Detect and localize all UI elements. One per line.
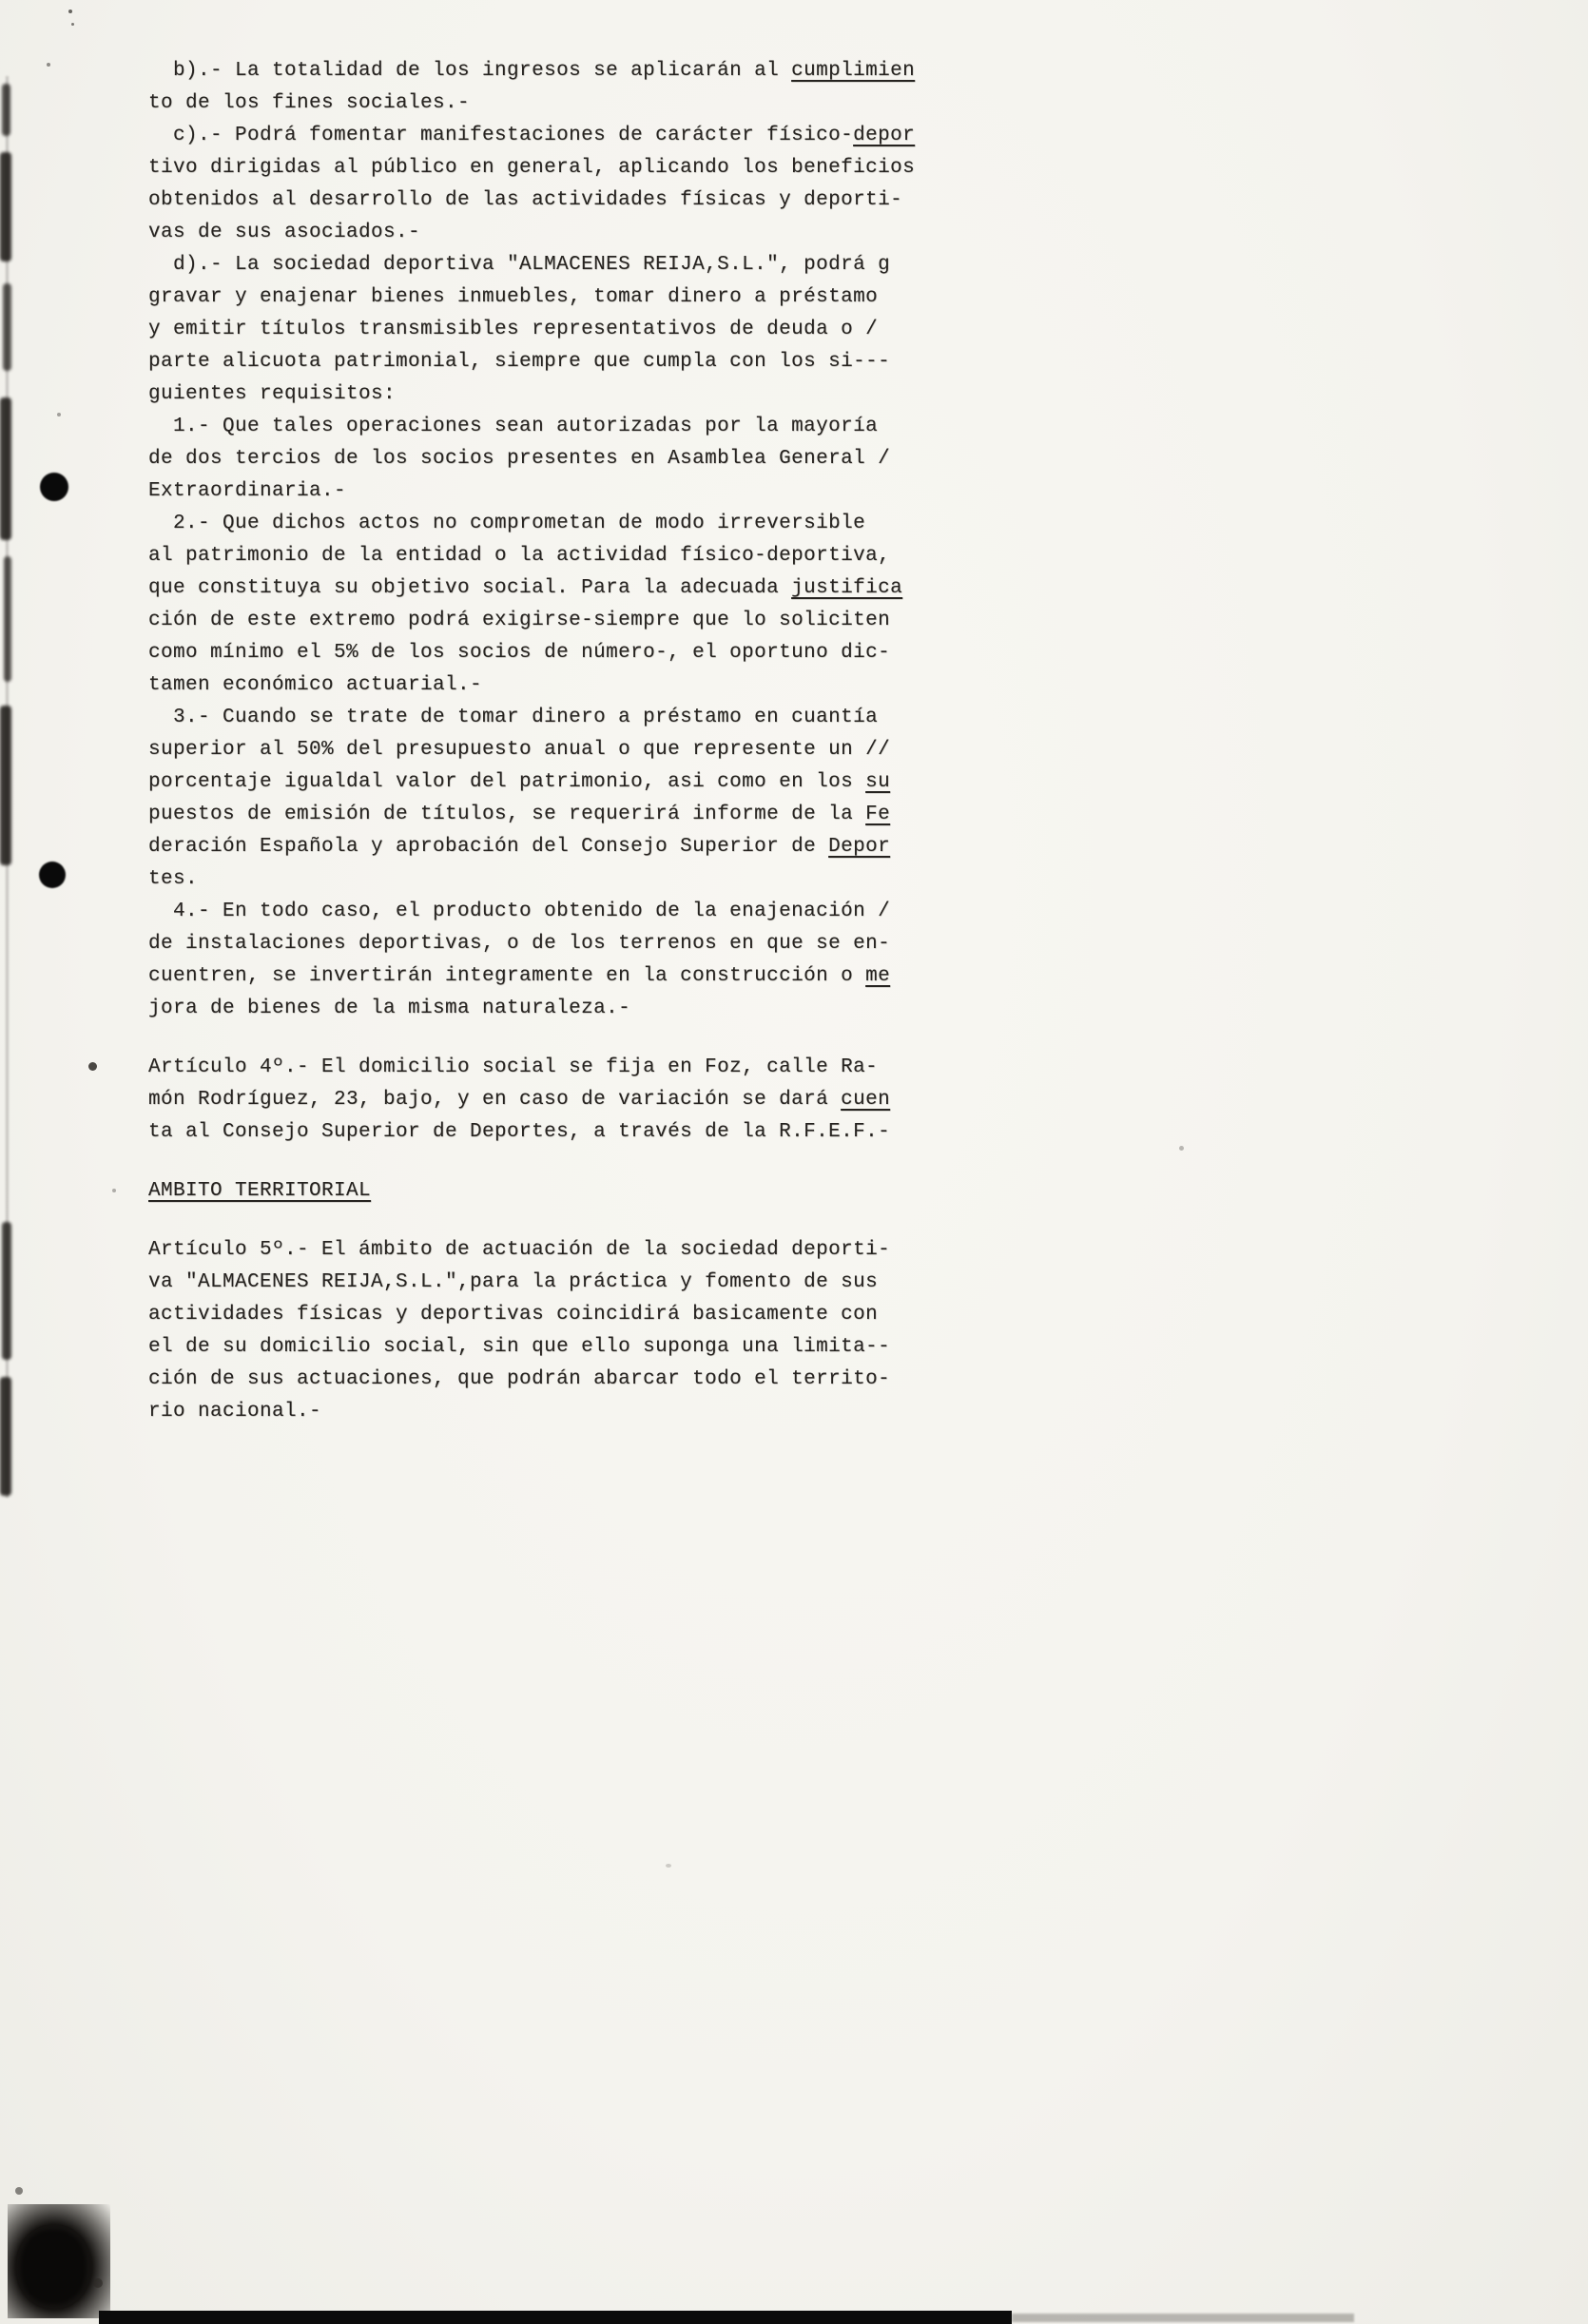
text-line xyxy=(148,249,915,281)
text-segment: actividades físicas y deportivas coincidirá basicamente con xyxy=(148,1304,879,1326)
text-segment: parte alicuota patrimonial, siempre que cumpla con los si--- xyxy=(148,351,891,373)
section-heading-ambito-territorial xyxy=(148,1175,915,1208)
underlined-text: Fe xyxy=(865,804,891,825)
underlined-text: me xyxy=(865,965,891,987)
text-line xyxy=(148,702,915,734)
text-segment: deración Española y aprobación del Consejo Superior de xyxy=(148,836,829,858)
scan-speck xyxy=(57,413,61,416)
punch-hole-mark xyxy=(40,473,68,501)
text-segment: Artículo 5º.- El ámbito de actuación de la sociedad deporti- xyxy=(148,1239,891,1261)
underlined-text: su xyxy=(865,771,891,793)
scan-smudge xyxy=(3,283,11,371)
text-line xyxy=(148,346,915,378)
text-segment: al patrimonio de la entidad o la actividad físico-deportiva, xyxy=(148,545,891,567)
text-line xyxy=(148,734,915,766)
scan-smudge xyxy=(4,556,11,682)
scan-speck xyxy=(1179,1146,1184,1151)
text-segment: de instalaciones deportivas, o de los terrenos en que se en- xyxy=(148,933,891,955)
text-line xyxy=(148,1364,915,1396)
underlined-text: Depor xyxy=(828,836,891,858)
text-segment: d).- La sociedad deportiva "ALMACENES REIJA,S.L.", podrá g xyxy=(148,254,891,276)
text-line xyxy=(148,572,915,605)
text-line xyxy=(148,863,915,896)
underlined-text: AMBITO TERRITORIAL xyxy=(148,1180,372,1202)
text-segment: b).- La totalidad de los ingresos se aplicarán al xyxy=(148,60,792,82)
underlined-text: cumplimien xyxy=(791,60,916,82)
text-line xyxy=(148,540,915,572)
underlined-text: depor xyxy=(853,125,916,146)
text-line xyxy=(148,152,915,184)
text-segment: de dos tercios de los socios presentes en Asamblea General / xyxy=(148,448,891,470)
text-segment: ción de este extremo podrá exigirse-siempre que lo soliciten xyxy=(148,610,891,631)
text-line xyxy=(148,55,915,87)
scan-speck xyxy=(47,63,50,67)
scan-smudge xyxy=(0,152,11,261)
text-line xyxy=(148,993,915,1025)
text-segment: puestos de emisión de títulos, se requerirá informe de la xyxy=(148,804,866,825)
text-line xyxy=(148,1084,915,1116)
scan-smudge xyxy=(2,84,10,136)
scan-speck xyxy=(15,2187,23,2195)
text-segment: tes. xyxy=(148,868,199,890)
text-segment: tivo dirigidas al público en general, aplicando los beneficios xyxy=(148,157,916,179)
text-segment: como mínimo el 5% de los socios de número-, el oportuno dic- xyxy=(148,642,891,664)
text-segment: ción de sus actuaciones, que podrán abarcar todo el territo- xyxy=(148,1368,891,1390)
text-line xyxy=(148,508,915,540)
text-line xyxy=(148,766,915,799)
text-segment: Extraordinaria.- xyxy=(148,480,347,502)
scan-speck xyxy=(68,10,72,13)
text-line xyxy=(148,1267,915,1299)
text-line xyxy=(148,896,915,928)
text-line xyxy=(148,378,915,411)
text-segment: que constituya su objetivo social. Para la adecuada xyxy=(148,577,792,599)
text-line xyxy=(148,605,915,637)
text-line xyxy=(148,1299,915,1331)
scan-speck xyxy=(93,2278,103,2288)
underlined-text: cuen xyxy=(841,1089,891,1111)
text-segment: va "ALMACENES REIJA,S.L.",para la práctica y fomento de sus xyxy=(148,1271,879,1293)
text-line xyxy=(148,960,915,993)
scan-smudge xyxy=(0,706,11,865)
text-line xyxy=(148,669,915,702)
text-segment: gravar y enajenar bienes inmuebles, tomar dinero a préstamo xyxy=(148,286,879,308)
scan-speck xyxy=(88,1062,97,1071)
text-segment: vas de sus asociados.- xyxy=(148,222,421,243)
text-segment: porcentaje igualdal valor del patrimonio, asi como en los xyxy=(148,771,866,793)
scan-smudge xyxy=(0,397,11,540)
text-line xyxy=(148,217,915,249)
scan-speck xyxy=(71,23,74,26)
text-segment: cuentren, se invertirán integramente en la construcción o xyxy=(148,965,866,987)
scan-bottom-bar-tail xyxy=(1012,2314,1354,2322)
text-line xyxy=(148,1116,915,1149)
text-line xyxy=(148,443,915,475)
text-line xyxy=(148,475,915,508)
text-line xyxy=(148,281,915,314)
text-line xyxy=(148,1331,915,1364)
article-4-start xyxy=(148,1052,915,1084)
underlined-text: justifica xyxy=(791,577,903,599)
text-segment: guientes requisitos: xyxy=(148,383,397,405)
blank-line xyxy=(148,1149,915,1175)
text-line xyxy=(148,928,915,960)
text-segment: ta al Consejo Superior de Deportes, a través de la R.F.E.F.- xyxy=(148,1121,891,1143)
text-line xyxy=(148,314,915,346)
text-line xyxy=(148,120,915,152)
text-segment: superior al 50% del presupuesto anual o que represente un // xyxy=(148,739,891,761)
text-segment: 1.- Que tales operaciones sean autorizadas por la mayoría xyxy=(148,416,879,437)
text-segment: y emitir títulos transmisibles representativos de deuda o / xyxy=(148,319,879,340)
text-segment: Artículo 4º.- El domicilio social se fija en Foz, calle Ra- xyxy=(148,1056,879,1078)
text-line xyxy=(148,1396,915,1428)
text-segment: tamen económico actuarial.- xyxy=(148,674,483,696)
text-segment: el de su domicilio social, sin que ello suponga una limita-- xyxy=(148,1336,891,1358)
text-line xyxy=(148,831,915,863)
scan-corner-blob-core xyxy=(21,2230,86,2304)
text-segment: to de los fines sociales.- xyxy=(148,92,471,114)
text-segment: obtenidos al desarrollo de las actividades físicas y deporti- xyxy=(148,189,903,211)
scan-speck xyxy=(666,1864,671,1868)
blank-line xyxy=(148,1025,915,1052)
blank-line xyxy=(148,1208,915,1234)
scan-speck xyxy=(112,1189,116,1192)
text-line xyxy=(148,799,915,831)
text-line xyxy=(148,411,915,443)
scan-smudge xyxy=(0,1377,11,1496)
scan-bottom-bar xyxy=(99,2311,1012,2324)
article-5-start xyxy=(148,1234,915,1267)
text-line xyxy=(148,184,915,217)
text-segment: món Rodríguez, 23, bajo, y en caso de variación se dará xyxy=(148,1089,842,1111)
text-segment: 3.- Cuando se trate de tomar dinero a préstamo en cuantía xyxy=(148,707,879,728)
text-segment: 4.- En todo caso, el producto obtenido de la enajenación / xyxy=(148,901,891,922)
scan-smudge xyxy=(2,1222,11,1360)
text-segment: rio nacional.- xyxy=(148,1401,322,1423)
text-line xyxy=(148,637,915,669)
text-segment: c).- Podrá fomentar manifestaciones de carácter físico- xyxy=(148,125,854,146)
text-segment: 2.- Que dichos actos no comprometan de modo irreversible xyxy=(148,513,866,534)
text-segment: jora de bienes de la misma naturaleza.- xyxy=(148,997,631,1019)
punch-hole-mark xyxy=(39,862,66,888)
document-body xyxy=(148,55,915,1428)
text-line xyxy=(148,87,915,120)
